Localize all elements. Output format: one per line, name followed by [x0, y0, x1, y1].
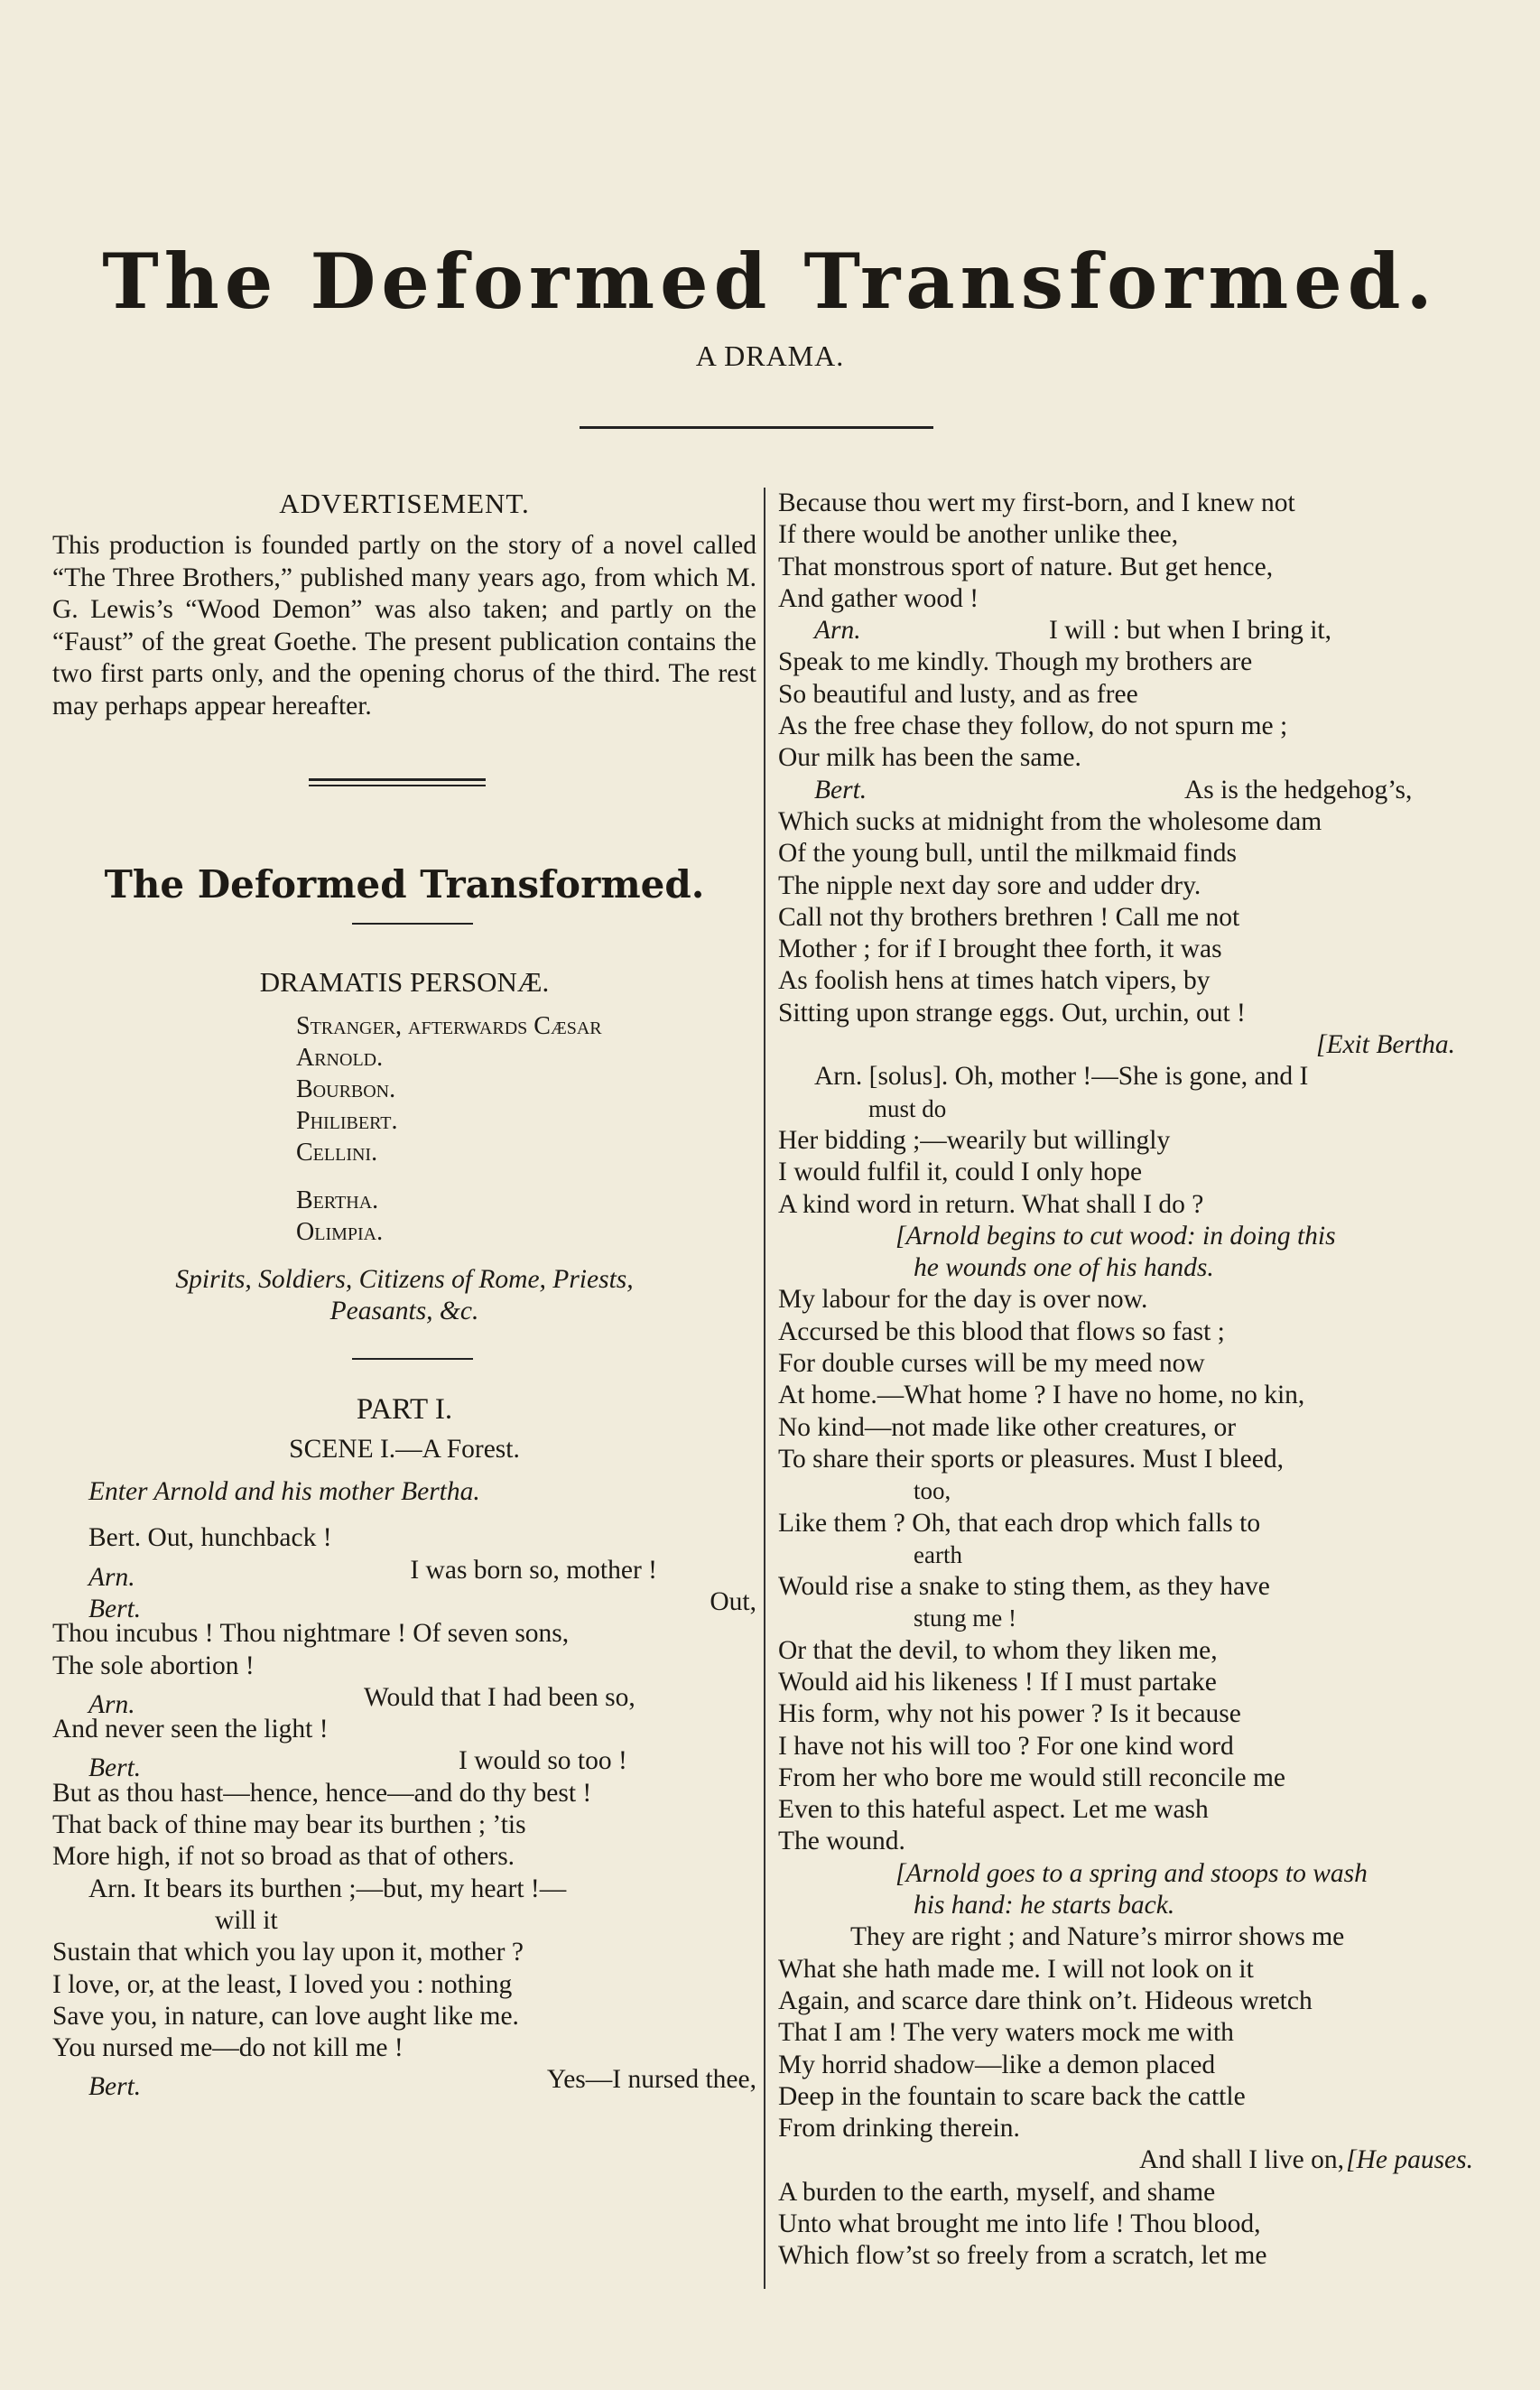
advertisement-heading: ADVERTISEMENT. — [279, 488, 530, 519]
verse-line: I would so too ! — [459, 1746, 627, 1776]
verse-line: Deep in the fountain to scare back the cattle — [778, 2081, 1246, 2111]
character-cellini: Cellini. — [296, 1138, 378, 1167]
verse-line: To share their sports or pleasures. Must I bleed, — [778, 1444, 1284, 1474]
left-column: ADVERTISEMENT. This production is founded partly on the story of a novel called “The Three Brothers,” published many years ago, from which M. G. Lewis’s “Wood Demon” was also taken; and partly on the “Faust” of the great Goethe. The present publication contains the two first parts only, and the opening chorus of the third. The rest may perhaps appear hereafter. The Deformed Transformed. DRAMATIS PERSONÆ. Stranger, afterwards Cæsar Arnold. Bourbon. Philibert. Cellini. Bertha. Olimpia. Spirits, Soldiers, Citizens of Rome, Priests, Peasants, &c. PART I. SCENE I.—A Forest. Enter Arnold and his mother Bertha. Bert. Out, hunchback ! Arn. I was born so, mother ! Bert. Out, Thou incubus ! Thou nightmare ! Of seven sons, The sole abortion ! Arn. Would that I had been so, And never seen the light ! Bert. I would so too ! But as thou hast—hence, hence—and do thy best ! That back of thine may bear its burthen ; ’tis More high, if not so broad as that of others. Arn. It bears its burthen ;—but, my heart !— will it Sustain that which you lay upon it, mother ? I love, or, at the least, I loved you : nothing Save you, in nature, can love aught like me. You nursed me—do not kill me ! Bert. Yes—I nursed thee, — [52, 488, 756, 2102]
verse-line: Yes—I nursed thee, — [546, 2065, 756, 2095]
part-heading: PART I. — [356, 1393, 453, 1427]
verse-line: That back of thine may bear its burthen ; ’tis — [52, 1810, 526, 1840]
verse-line: More high, if not so broad as that of others. — [52, 1842, 515, 1872]
character-arnold: Arnold. — [296, 1043, 384, 1072]
verse-line: Arn. [solus]. Oh, mother !—She is gone, and I — [814, 1062, 1309, 1092]
verse-line: His form, why not his power ? Is it because — [778, 1699, 1241, 1729]
cast-rule — [352, 1358, 473, 1360]
verse-line: They are right ; and Nature’s mirror shows me — [850, 1922, 1345, 1952]
play-title-rule — [352, 923, 473, 925]
verse-line: For double curses will be my meed now — [778, 1349, 1205, 1379]
verse-line: Because thou wert my first-born, and I knew not — [778, 488, 1295, 517]
verse-line: I was born so, mother ! — [410, 1555, 657, 1585]
verse-line: The nipple next day sore and udder dry. — [778, 870, 1201, 900]
verse-line: At home.—What home ? I have no home, no kin, — [778, 1381, 1305, 1410]
verse-line: Like them ? Oh, that each drop which falls to — [778, 1508, 1261, 1538]
character-philibert: Philibert. — [296, 1106, 398, 1135]
verse-line: Bert. Out, hunchback ! — [88, 1523, 332, 1553]
scene-heading: SCENE I.—A Forest. — [289, 1434, 520, 1464]
character-olimpia: Olimpia. — [296, 1217, 384, 1246]
dramatis-heading: DRAMATIS PERSONÆ. — [259, 965, 550, 998]
stage-direction: [Arnold begins to cut wood: in doing this — [895, 1221, 1336, 1251]
verse-line: Out, — [710, 1586, 756, 1616]
verse-line: Save you, in nature, can love aught like me. — [52, 2001, 519, 2031]
verse-line: I will : but when I bring it, — [1049, 616, 1331, 646]
verse-line: Sustain that which you lay upon it, mother ? — [52, 1938, 524, 1967]
verse-line: The sole abortion ! — [52, 1651, 255, 1680]
verse-line: My labour for the day is over now. — [778, 1285, 1148, 1315]
verse-line: Sitting upon strange eggs. Out, urchin, out ! — [778, 998, 1246, 1028]
verse-line: As the free chase they follow, do not spurn me ; — [778, 711, 1288, 741]
advertisement-text: This production is founded partly on the story of a novel called “The Three Brothers,” published many years ago, from which M. G. Lewis’s “Wood Demon” was also taken; and partly on the “Faust” of the great Goethe. The present publication contains the two first parts only, and the opening chorus of the third. The rest may perhaps appear hereafter. — [52, 531, 756, 721]
column-divider — [764, 488, 765, 2289]
verse-line: The wound. — [778, 1827, 905, 1856]
verse-line: From her who bore me would still reconcile me — [778, 1762, 1285, 1792]
verse-line: That monstrous sport of nature. But get hence, — [778, 552, 1274, 581]
verse-line: too, — [914, 1477, 951, 1505]
verse-line: As is the hedgehog’s, — [1184, 775, 1413, 804]
verse-line: But as thou hast—hence, hence—and do thy best ! — [52, 1778, 592, 1808]
stage-direction: [Arnold goes to a spring and stoops to wash — [895, 1858, 1368, 1888]
play-title: The Deformed Transformed. — [104, 862, 705, 907]
page-subtitle: A DRAMA. — [695, 339, 845, 372]
verse-line: And shall I live on, — [1139, 2145, 1344, 2175]
stage-direction: his hand: he starts back. — [914, 1891, 1175, 1920]
verse-line: Unto what brought me into life ! Thou blood, — [778, 2209, 1261, 2239]
verse-line: From drinking therein. — [778, 2114, 1020, 2144]
stage-direction-exit: [Exit Bertha. — [1315, 1030, 1455, 1060]
verse-line: Which flow’st so freely from a scratch, let me — [778, 2241, 1267, 2271]
right-column: Because thou wert my first-born, and I knew not If there would be another unlike thee, That monstrous sport of nature. But get hence, And gather wood ! Arn. I will : but when I bring it, Speak to me kindly. Though my brothers are So beautiful and lusty, and as free As the free chase they follow, do not spurn me ; Our milk has been the same. Bert. As is the hedgehog’s, Which sucks at midnight from the wholesome dam Of the young bull, until the milkmaid finds The nipple next day sore and udder dry. Call not thy brothers brethren ! Call me not Mother ; for if I brought thee forth, it was As foolish hens at times hatch vipers, by Sitting upon strange eggs. Out, urchin, out ! [Exit Bertha. Arn. [solus]. Oh, mother !—She is gone, and I must do Her bidding ;—wearily but willingly I would fulfil it, could I only hope A kind word in return. What shall I do ? [Arnold begins to cut wood: in doing this he wounds one of his hands. My labour for the day is over now. Accursed be this blood that flows so fast ; For double curses will be my meed now At home.—What home ? I have no home, no kin, No kind—not made like other creatures, or To share their sports or pleasures. Must I bleed, too, Like them ? Oh, that each drop which falls to earth Would rise a snake to sting them, as they have stung me ! Or that the devil, to whom they liken me, Would aid his likeness ! If I must partake His form, why not his power ? Is it because I have not his will too ? For one kind word From her who bore me would still reconcile me Even to this hateful aspect. Let me wash The wound. [Arnold goes to a spring and stoops to wash his hand: he starts back. They are right ; and Nature’s mirror shows me What she hath made me. I will not look on it Again, and scarce dare think on’t. Hideous wretch That I am ! The very waters mock me with My horrid shadow—like a demon placed Deep in the fountain to scare back the cattle From drinking therein. [He pauses. And shall I live on, A burden to the earth, myself, and shame Unto what brought me into life ! Thou blood, Which flow’st so freely from a scratch, let me — [778, 488, 1473, 2273]
verse-line: You nursed me—do not kill me ! — [52, 2033, 404, 2063]
verse-line: Or that the devil, to whom they liken me, — [778, 1635, 1218, 1665]
section-double-rule — [309, 778, 486, 786]
verse-line: And gather wood ! — [778, 583, 979, 613]
verse-line: If there would be another unlike thee, — [778, 520, 1179, 550]
verse-line: Which sucks at midnight from the wholesome dam — [778, 806, 1322, 836]
verse-line: Of the young bull, until the milkmaid finds — [778, 839, 1238, 869]
verse-line: My horrid shadow—like a demon placed — [778, 2050, 1216, 2079]
verse-line: I love, or, at the least, I loved you : nothing — [52, 1969, 513, 1999]
verse-line: As foolish hens at times hatch vipers, by — [778, 966, 1211, 996]
verse-line: I have not his will too ? For one kind word — [778, 1731, 1234, 1761]
verse-line: Even to this hateful aspect. Let me wash — [778, 1795, 1209, 1825]
title-rule — [580, 426, 933, 429]
verse-line: Would aid his likeness ! If I must partake — [778, 1667, 1217, 1697]
verse-line: will it — [215, 1905, 278, 1935]
verse-line: Her bidding ;—wearily but willingly — [778, 1125, 1171, 1155]
verse-line: Would that I had been so, — [364, 1682, 635, 1712]
stage-direction: he wounds one of his hands. — [914, 1253, 1214, 1283]
character-bertha: Bertha. — [296, 1186, 379, 1214]
verse-line: Call not thy brothers brethren ! Call me not — [778, 902, 1240, 932]
verse-line: That I am ! The very waters mock me with — [778, 2018, 1234, 2048]
stage-direction-enter: Enter Arnold and his mother Bertha. — [88, 1477, 480, 1507]
verse-line: earth — [914, 1540, 962, 1568]
character-bourbon: Bourbon. — [296, 1074, 396, 1103]
verse-line: stung me ! — [914, 1604, 1016, 1632]
verse-line: What she hath made me. I will not look on it — [778, 1954, 1254, 1984]
verse-line: Would rise a snake to sting them, as they have — [778, 1572, 1270, 1602]
verse-line: So beautiful and lusty, and as free — [778, 679, 1138, 709]
verse-line: Again, and scarce dare think on’t. Hideous wretch — [778, 1985, 1313, 2015]
verse-line: Accursed be this blood that flows so fast ; — [778, 1316, 1225, 1346]
page-title: The Deformed Transformed. — [102, 237, 1438, 326]
verse-line: A burden to the earth, myself, and shame — [778, 2177, 1216, 2207]
verse-line: And never seen the light ! — [52, 1715, 329, 1744]
verse-line: I would fulfil it, could I only hope — [778, 1158, 1143, 1187]
extras-list: Spirits, Soldiers, Citizens of Rome, Priests, Peasants, &c. — [175, 1264, 634, 1326]
verse-line: Mother ; for if I brought thee forth, it was — [778, 935, 1222, 964]
character-stranger: Stranger, afterwards Cæsar — [296, 1011, 602, 1040]
verse-line: Thou incubus ! Thou nightmare ! Of seven sons, — [52, 1619, 570, 1649]
verse-line: must do — [868, 1094, 947, 1122]
verse-line: No kind—not made like other creatures, or — [778, 1412, 1237, 1442]
verse-line: A kind word in return. What shall I do ? — [778, 1189, 1204, 1219]
verse-line: Our milk has been the same. — [778, 743, 1081, 773]
verse-line: Speak to me kindly. Though my brothers are — [778, 647, 1253, 677]
verse-line: Arn. It bears its burthen ;—but, my heart !— — [88, 1874, 567, 1903]
